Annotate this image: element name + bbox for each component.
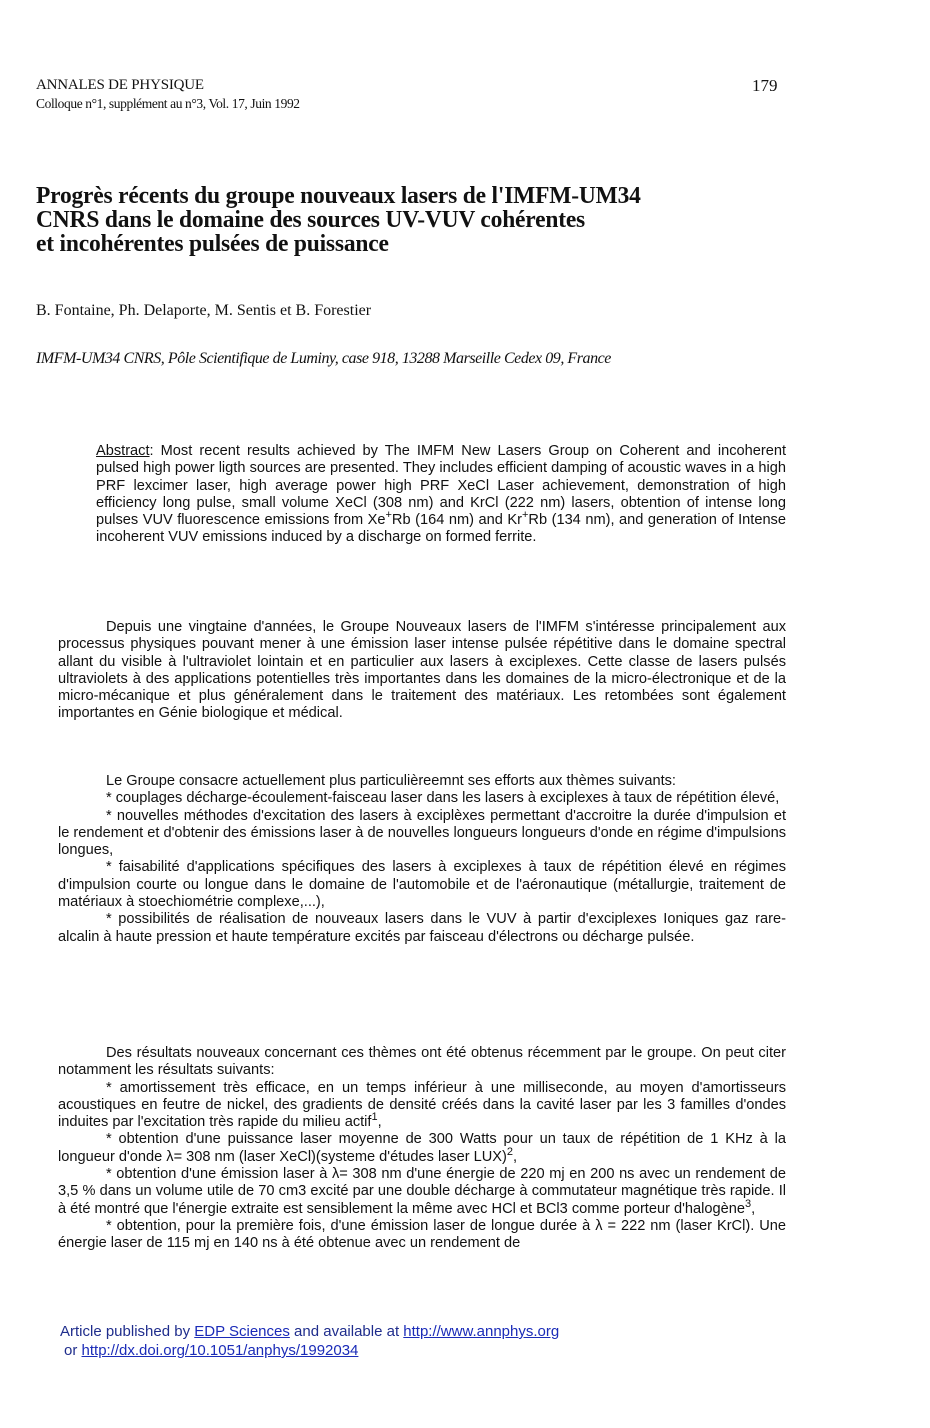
edp-sciences-link[interactable]: EDP Sciences <box>194 1323 290 1340</box>
list-item-text: * obtention d'une puissance laser moyenne de 300 Watts pour un taux de répétition de 1 KHz à la longueur d'onde λ= 308 nm (laser XeCl)(systeme d'études laser LUX) <box>58 1131 786 1165</box>
punctuation: , <box>513 1148 518 1165</box>
authors: B. Fontaine, Ph. Delaporte, M. Sentis et B. Forestier <box>36 302 372 319</box>
list-item <box>58 1218 786 1253</box>
journal-issue: Colloque n°1, supplément au n°3, Vol. 17, Juin 1992 <box>36 96 300 111</box>
affiliation: IMFM-UM34 CNRS, Pôle Scientifique de Luminy, case 918, 13288 Marseille Cedex 09, France <box>36 350 611 367</box>
list-item-text: * obtention, pour la première fois, d'une émission laser de longue durée à λ = 222 nm (laser KrCl). Une énergie laser de 115 mj en 140 ns à été obtenue avec un rendement de <box>58 1217 786 1252</box>
annphys-site-link[interactable]: http://www.annphys.org <box>403 1323 560 1340</box>
list-item <box>58 1080 786 1132</box>
punctuation: , <box>751 1200 756 1217</box>
abstract-text: Rb (164 nm) and Kr <box>391 512 522 529</box>
title-line: Progrès récents du groupe nouveaux lasers de l'IMFM-UM34 <box>36 181 641 210</box>
body-paragraph-3 <box>58 1045 786 1253</box>
page-number: 179 <box>752 76 778 95</box>
abstract-text: Rb (134 nm), and generation of Intense incoherent VUV emissions induced by a discharge on formed ferrite. <box>96 512 786 546</box>
list-item: * nouvelles méthodes d'excitation des lasers à exciplèxes permettant d'accroitre la durée d'impulsion et le rendement et d'obtenir des émissions laser à de nouvelles longueurs longueurs d'onde en régime d'impulsions longues, <box>58 807 786 859</box>
punctuation: , <box>377 1114 382 1131</box>
footer-text: Article published by <box>60 1323 195 1340</box>
footer-text: and available at <box>289 1323 404 1340</box>
reference-marker: 1 <box>371 1111 378 1124</box>
body-paragraph-2 <box>58 773 786 946</box>
doi-link[interactable]: http://dx.doi.org/10.1051/anphys/1992034 <box>81 1342 359 1359</box>
list-item: * faisabilité d'applications spécifiques des lasers à exciplexes à taux de répétition élevé en régimes d'impulsion courte ou longue dans le domaine de l'automobile et de l'aéronautique (métallurgie, traitement de matériaux à stoechiométrie complexe,...), <box>58 859 786 911</box>
publication-footer <box>60 1322 559 1360</box>
footer-text: or <box>64 1342 82 1359</box>
list-item-text: * amortissement très efficace, en un temps inférieur à une milliseconde, au moyen d'amortisseurs acoustiques en feutre de nickel, des gradients de densité créés dans la cavité laser par les 3 familles d'ondes induites par l'excitation très rapide du milieu actif <box>58 1079 786 1131</box>
list-item: * possibilités de réalisation de nouveaux lasers dans le VUV à partir d'exciplexes Ioniques gaz rare-alcalin à haute pression et haute température excités par faisceau d'électrons ou décharge pulsée. <box>58 911 786 945</box>
abstract-text: : Most recent results achieved by The IMFM New Lasers Group on Coherent and incoherent pulsed high power ligth sources are presented. They includes efficient damping of acoustic waves in a high PRF lexcimer laser, high average power high PRF XeCl Laser achievement, demonstration of high efficiency long pulse, small volume XeCl (308 nm) and KrCl (222 nm) lasers, obtention of intense long pulses VUV fluorescence emissions from Xe <box>96 443 786 529</box>
superscript: + <box>521 509 529 522</box>
paragraph: Le Groupe consacre actuellement plus particulièreemnt ses efforts aux thèmes suivants: <box>106 773 676 789</box>
paper-title <box>36 181 796 258</box>
title-line: CNRS dans le domaine des sources UV-VUV cohérentes <box>36 206 585 234</box>
journal-name: ANNALES DE PHYSIQUE <box>36 77 204 93</box>
paragraph: Depuis une vingtaine d'années, le Groupe Nouveaux lasers de l'IMFM s'intéresse principalement aux processus physiques pouvant mener à une émission laser intense pulsée répétitive dans le domaine spectral allant du visible à l'ultraviolet lointain et en particulier aux lasers à exciplexes. Cette classe de lasers pulsés ultraviolets à des applications potentielles très importantes dans les domaines de la micro-électronique et de la micro-mécanique et plus généralement dans le traitement des matériaux. Les retombées sont également importantes en Génie biologique et médical. <box>58 619 786 722</box>
abstract <box>96 443 786 547</box>
list-item <box>58 1131 786 1166</box>
body-paragraph-1 <box>58 619 786 723</box>
reference-marker: 2 <box>506 1145 514 1158</box>
list-item-text: * obtention d'une émission laser à λ= 308 nm d'une énergie de 220 mj en 200 ns avec un rendement de 3,5 % dans un volume utile de 70 cm3 excité par une double décharge à commutateur magnétique très rapide. Il à été montré que l'énergie extraite est sensiblement la même avec HCl et BCl3 comme porteur d'halogène <box>58 1166 786 1217</box>
list-item <box>58 1166 786 1218</box>
abstract-label: Abstract <box>96 443 150 459</box>
paragraph: Des résultats nouveaux concernant ces thèmes ont été obtenus récemment par le groupe. On peut citer notamment les résultats suivants: <box>58 1045 786 1079</box>
list-item: * couplages décharge-écoulement-faisceau laser dans les lasers à exciplexes à taux de répétition élevé, <box>106 790 780 807</box>
reference-marker: 3 <box>744 1197 752 1210</box>
superscript: + <box>385 509 392 522</box>
title-line: et incohérentes pulsées de puissance <box>36 230 389 258</box>
